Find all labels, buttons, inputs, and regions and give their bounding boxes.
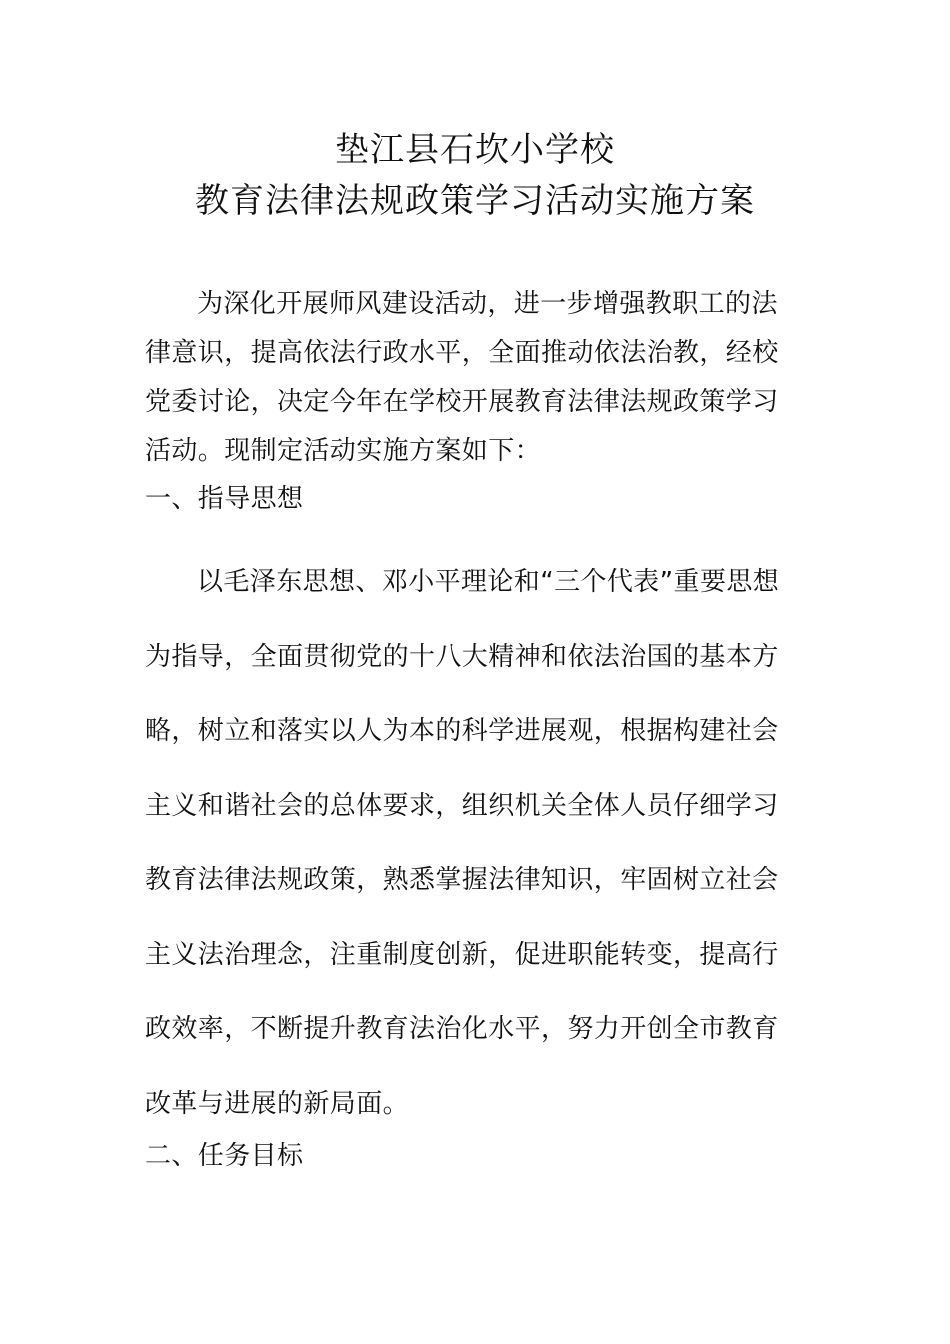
section-heading-task-goals: 二、任务目标: [145, 1141, 304, 1171]
intro-paragraph: 为深化开展师风建设活动，进一步增强教职工的法律意识，提高依法行政水平，全面推动依法治教，经校党委讨论，决定今年在学校开展教育法律法规政策学习活动。现制定活动实施方案如下：: [145, 289, 779, 466]
document-title-plan: 教育法律法规政策学习活动实施方案: [195, 181, 755, 221]
document-title-school: 垫江县石坎小学校: [335, 130, 615, 170]
guiding-ideology-paragraph: 以毛泽东思想、邓小平理论和“三个代表”重要思想为指导，全面贯彻党的十八大精神和依法治国的基本方略，树立和落实以人为本的科学进展观，根据构建社会主义和谐社会的总体要求，组织机关全体人员仔细学习教育法律法规政策，熟悉掌握法律知识，牢固树立社会主义法治理念，注重制度创新，促进职能转变，提高行政效率，不断提升教育法治化水平，努力开创全市教育改革与进展的新局面。: [145, 567, 780, 1119]
section-heading-guiding-ideology: 一、指导思想: [145, 484, 304, 514]
